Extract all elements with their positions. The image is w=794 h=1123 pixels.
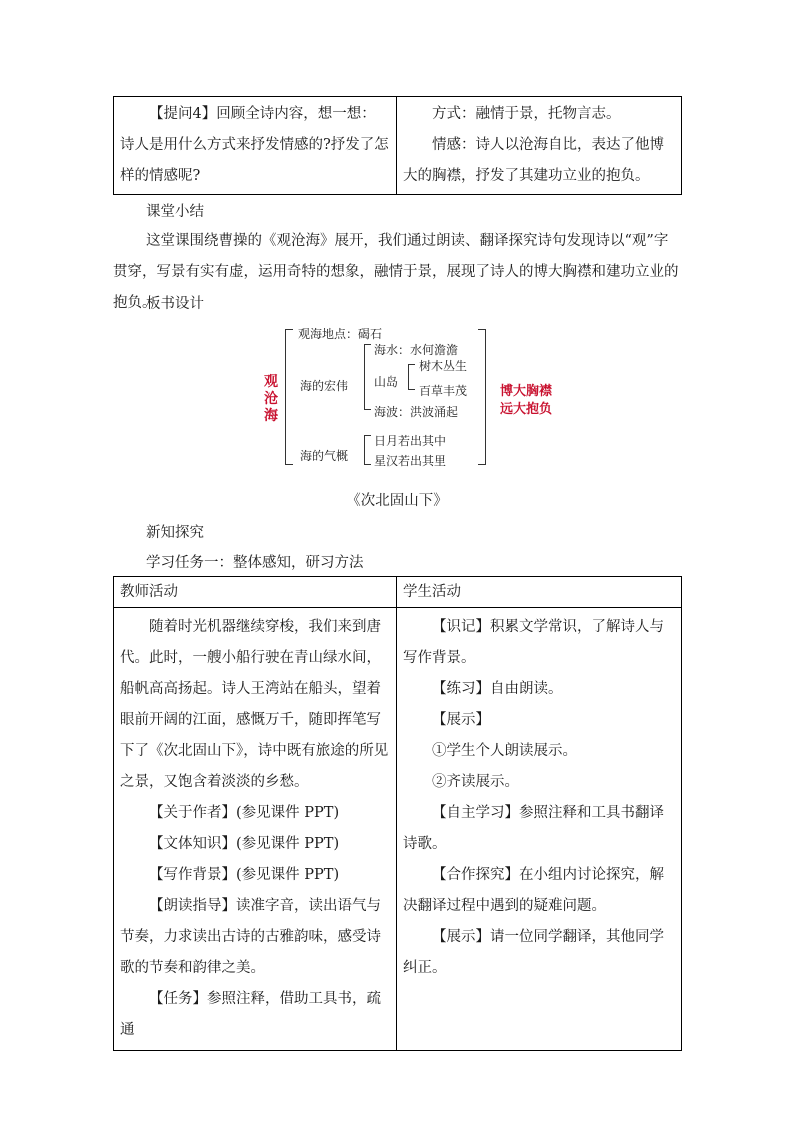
- board-grass: 百草丰茂: [419, 384, 468, 398]
- teacher-author: 【关于作者】(参见课件 PPT): [149, 805, 340, 821]
- question-table: [113, 96, 682, 195]
- section-board-heading: 板书设计: [146, 296, 204, 312]
- board-spirit: 海的气概: [300, 449, 349, 463]
- student-show: 【展示】: [432, 712, 490, 728]
- island-bracket: [408, 364, 415, 390]
- board-result-1: 博大胸襟: [500, 384, 553, 399]
- board-island: 山岛: [374, 375, 399, 389]
- student-memorize: 【识记】积累文学常识，了解诗人与写作背景。: [403, 619, 664, 666]
- board-sunmoon: 日月若出其中: [374, 434, 447, 448]
- activity-table: [113, 576, 682, 1051]
- teacher-activity-cell: [114, 608, 397, 1051]
- task-heading: 学习任务一：整体感知，研习方法: [146, 555, 364, 571]
- answer-method: 方式：融情于景，托物言志。: [432, 106, 621, 122]
- answer-cell: [397, 97, 682, 195]
- poem-title: 《次北固山下》: [346, 493, 448, 509]
- teacher-intro: 随着时光机器继续穿梭，我们来到唐代。此时，一艘小船行驶在青山绿水间，船帆高高扬起。诗人王湾站在船头，望着眼前开阔的江面，感慨万千，随即挥笔写下了《次北固山下》，诗中既有旅途的所见之景，又饱含着淡淡的乡愁。: [120, 619, 389, 790]
- spirit-bracket: [364, 435, 371, 465]
- teacher-reading: 【朗读指导】读准字音，读出语气与节奏，力求读出古诗的古雅韵味，感受诗歌的节奏和韵律之美。: [120, 898, 381, 976]
- board-stars: 星汉若出其里: [374, 454, 447, 468]
- grand-bracket: [364, 344, 371, 410]
- board-result-2: 远大抱负: [500, 402, 553, 417]
- student-activity-cell: [397, 608, 682, 1051]
- summary-paragraph: 这堂课围绕曹操的《观沧海》展开，我们通过朗读、翻译探究诗句发现诗以“观”字贯穿，写景有实有虚，运用奇特的想象，融情于景，展现了诗人的博大胸襟和建功立业的抱负。: [113, 233, 679, 311]
- student-cooperate: 【合作探究】在小组内讨论探究，解决翻译过程中遇到的疑难问题。: [403, 867, 664, 914]
- teacher-header: 教师活动: [114, 577, 397, 608]
- board-title: 观沧海: [264, 374, 278, 424]
- student-self-study: 【自主学习】参照注释和工具书翻译诗歌。: [403, 805, 664, 852]
- board-place: 观海地点：碣石: [298, 327, 383, 341]
- teacher-genre: 【文体知识】(参见课件 PPT): [149, 836, 340, 852]
- main-right-bracket: [478, 329, 486, 465]
- student-show-group: ②齐读展示。: [432, 774, 519, 790]
- student-practice: 【练习】自由朗读。: [432, 681, 563, 697]
- board-grand: 海的宏伟: [300, 379, 349, 393]
- student-present: 【展示】请一位同学翻译，其他同学纠正。: [403, 929, 664, 976]
- teacher-task: 【任务】参照注释，借助工具书，疏通: [120, 991, 381, 1038]
- teacher-background: 【写作背景】(参见课件 PPT): [149, 867, 340, 883]
- board-water: 海水：水何澹澹: [374, 343, 459, 357]
- main-left-bracket: [285, 329, 293, 465]
- question-cell: [114, 97, 397, 195]
- student-header: 学生活动: [397, 577, 682, 608]
- board-design-diagram: [258, 324, 558, 468]
- section-new-heading: 新知探究: [146, 525, 204, 541]
- board-waves: 海波：洪波涌起: [374, 405, 459, 419]
- question-text: 【提问4】回顾全诗内容，想一想：诗人是用什么方式来抒发情感的?抒发了怎样的情感呢?: [120, 106, 389, 184]
- board-trees: 树木丛生: [419, 359, 468, 373]
- section-summary-heading: 课堂小结: [146, 204, 204, 220]
- student-show-individual: ①学生个人朗读展示。: [432, 743, 577, 759]
- answer-emotion: 情感：诗人以沧海自比，表达了他博大的胸襟，抒发了其建功立业的抱负。: [403, 137, 664, 184]
